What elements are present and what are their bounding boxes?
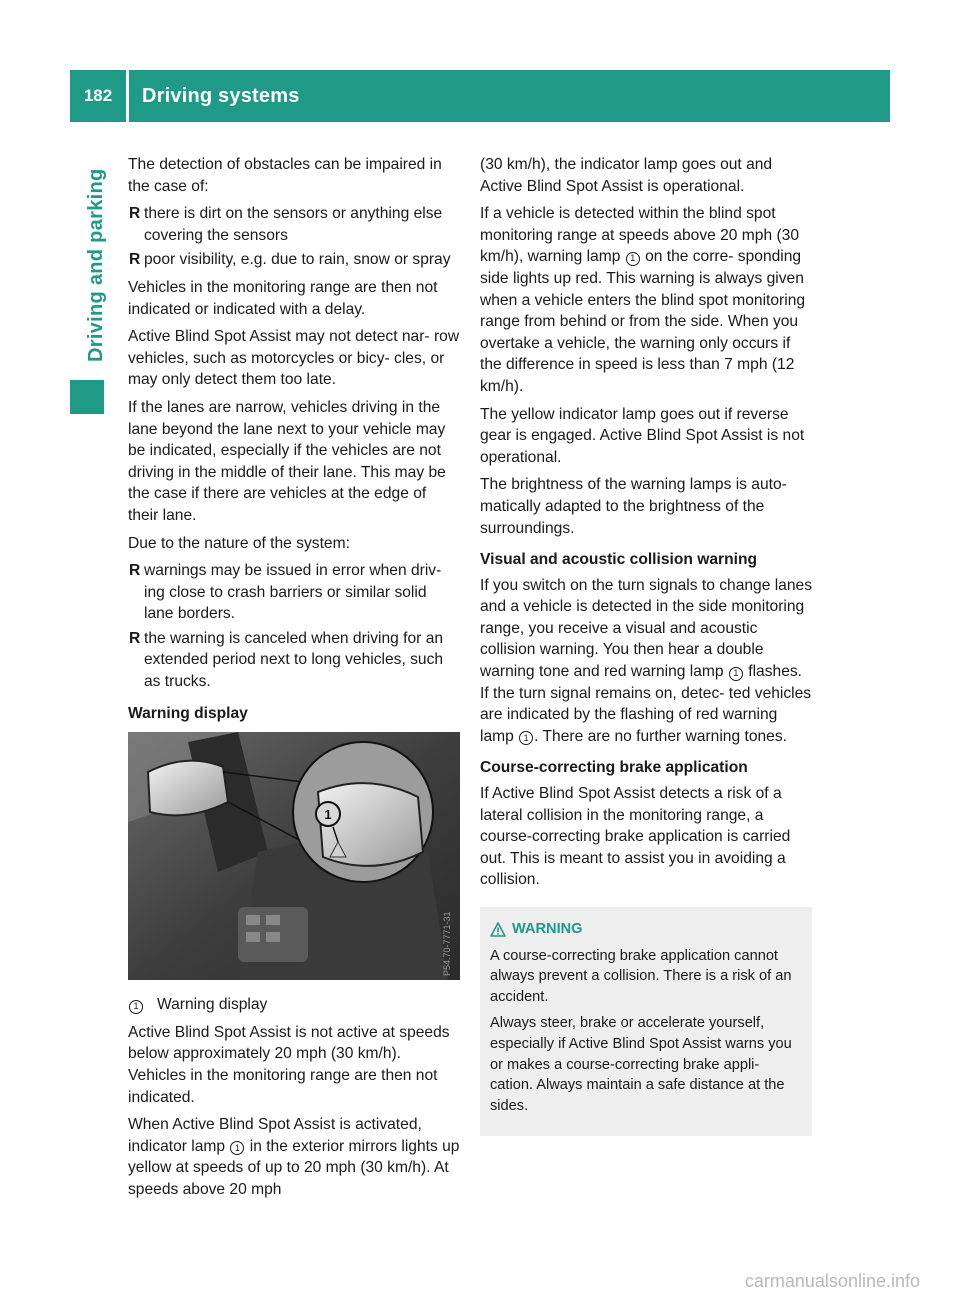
right-column [480,154,812,1136]
paragraph: Active Blind Spot Assist may not detect nar- row vehicles, such as motorcycles or bicy- cles, or may only detect them too late. [128,328,460,389]
figure-caption: 1 Warning display [128,994,460,1016]
side-tab-label: Driving and parking [85,168,107,362]
side-tab-marker [70,380,104,414]
bullet-icon: R [129,629,141,647]
bullet-icon: R [129,562,141,580]
paragraph: If the lanes are narrow, vehicles driving in the lane beyond the lane next to your vehicle may be indicated, especially if the vehicles are not driving in the middle of their lane. This may be the case if there are vehicles at the edge of their lane. [128,398,446,524]
marker-1-icon: 1 [626,252,640,266]
warning-display-figure [128,732,460,980]
paragraph: The detection of obstacles can be impaired in the case of: [128,156,442,195]
bullet-list [128,560,460,693]
bullet-list [128,203,460,271]
warning-text: A course-correcting brake application cannot always prevent a collision. There is a risk of an accident. [490,947,792,1005]
paragraph: Vehicles in the monitoring range are then not indicated or indicated with a delay. [128,278,438,318]
marker-1-icon: 1 [519,731,533,745]
bullet-icon: R [129,205,141,223]
figure-marker-1: 1 [324,807,332,823]
section-title: Driving systems [142,84,300,107]
page-number: 182 [83,86,113,105]
paragraph: If you switch on the turn signals to change lanes and a vehicle is detected in the side monitoring range, you receive a visual and acoustic collision warning. You then hear a double warning tone and red warning lamp 1 flashes. If the turn signal remains on, detec- ted vehicles are indicated by the flashing of red warning lamp 1 . There are no further warning tones. [480,576,812,745]
paragraph: If Active Blind Spot Assist detects a risk of a lateral collision in the monitoring range, a course-correcting brake application is carried out. This is meant to assist you in avoiding a collision. [480,785,791,889]
paragraph: When Active Blind Spot Assist is activated, indicator lamp 1 in the exterior mirrors lights up yellow at speeds of up to 20 mph (30 km/h). At speeds above 20 mph [128,1116,460,1198]
bullet-icon: R [129,251,141,269]
warning-text: Always steer, brake or accelerate yourself, especially if Active Blind Spot Assist warns you or makes a course-correcting brake appli- cation. Always maintain a safe distance at the sides. [490,1015,792,1114]
warning-box [480,907,812,1136]
list-item: R there is dirt on the sensors or anything else covering the sensors [129,205,443,244]
paragraph: The brightness of the warning lamps is auto- matically adapted to the brightness of the surroundings. [480,476,787,537]
left-column [128,154,460,1207]
heading-visual-acoustic: Visual and acoustic collision warning [480,551,758,569]
marker-1-icon: 1 [129,1000,143,1014]
warning-title: WARNING [490,919,802,940]
list-item: R the warning is canceled when driving for an extended period next to long vehicles, such as trucks. [129,629,444,691]
heading-warning-display: Warning display [128,704,248,722]
paragraph: If a vehicle is detected within the blind spot monitoring range at speeds above 20 mph (30 km/h), warning lamp 1 on the corre- sponding side lights up red. This warning is always given when a vehicle enters the blind spot monitoring range from behind or from the side. When you overtake a vehicle, the warning only occurs if the difference in speed is less than 7 mph (12 km/h). [480,205,806,395]
list-item: R poor visibility, e.g. due to rain, snow or spray [128,249,460,271]
marker-1-icon: 1 [230,1141,244,1155]
watermark: carmanualsonline.info [744,1271,920,1291]
paragraph: Due to the nature of the system: [128,534,350,552]
mirror-illustration [128,732,460,980]
list-item: R warnings may be issued in error when driv- ing close to crash barriers or similar solid lane borders. [129,562,442,623]
warning-triangle-icon [490,922,506,937]
figure-code: P54.70-7771-31 [442,911,452,977]
heading-course-correcting: Course-correcting brake application [480,759,748,777]
paragraph: (30 km/h), the indicator lamp goes out and Active Blind Spot Assist is operational. [480,156,773,195]
paragraph: The yellow indicator lamp goes out if reverse gear is engaged. Active Blind Spot Assist is not operational. [480,405,805,466]
header-divider [126,70,129,122]
marker-1-icon: 1 [729,667,743,681]
paragraph: Active Blind Spot Assist is not active at speeds below approximately 20 mph (30 km/h). Vehicles in the monitoring range are then not indicated. [128,1023,450,1106]
